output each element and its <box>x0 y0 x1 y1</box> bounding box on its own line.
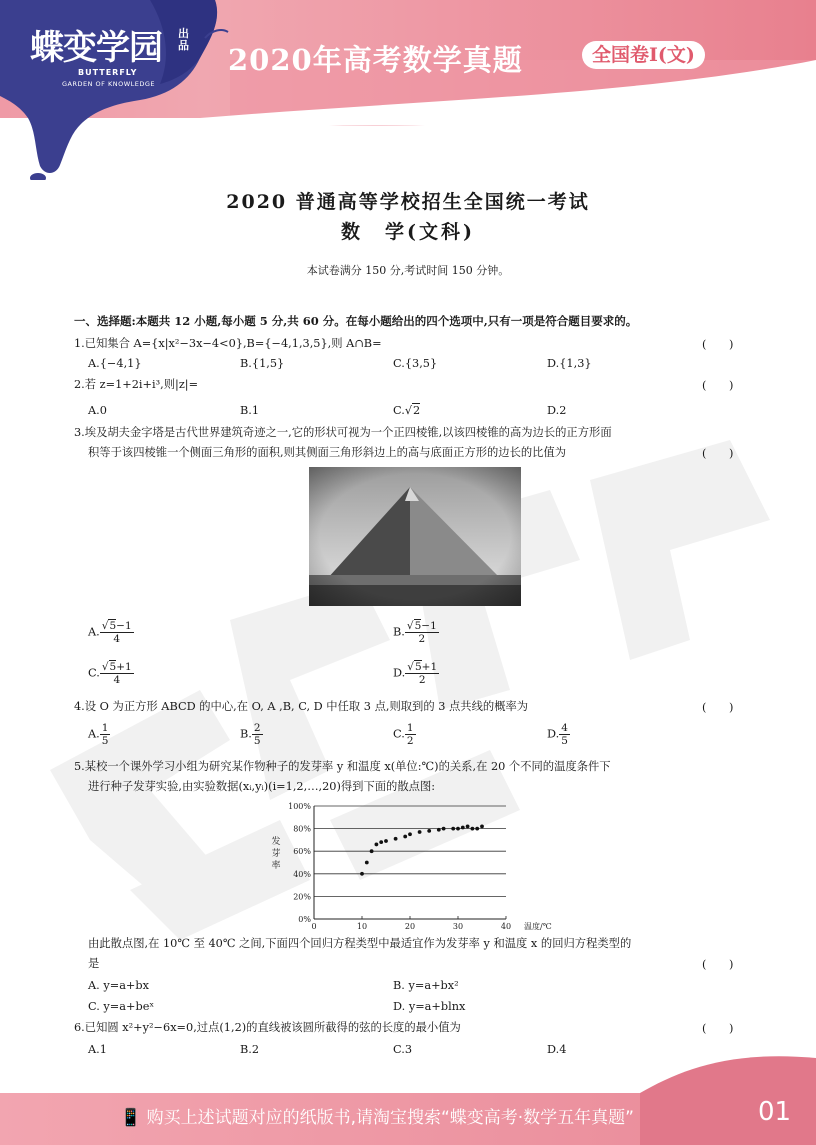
q5-stem-line1: 5.某校一个课外学习小组为研究某作物种子的发芽率 y 和温度 x(单位:℃)的关系,在 20 个不同的温度条件下 <box>74 760 611 773</box>
x-tick-label: 10 <box>356 922 368 931</box>
scatter-point <box>418 830 422 834</box>
exam-note: 本试卷满分 150 分,考试时间 150 分钟。 <box>306 264 510 277</box>
q5-option-b: B. y=a+bx² <box>393 979 459 992</box>
q5-after-line1: 由此散点图,在 10℃ 至 40℃ 之间,下面四个回归方程类型中最适宜作为发芽率 y 和温度 x 的回归方程类型的 <box>88 937 632 950</box>
q4-option-c: C. $\frac{1}{2}$ <box>393 722 414 747</box>
q1-option-b: B.{1,5} <box>240 357 285 370</box>
q6-option-d: D.4 <box>547 1043 567 1056</box>
q1-answer-paren: ( ) <box>702 338 734 351</box>
scatter-point <box>427 829 431 833</box>
q6-option-b: B.2 <box>240 1043 260 1056</box>
q1-option-d: D.{1,3} <box>547 357 592 370</box>
scatter-point <box>384 839 388 843</box>
q4-option-a: A. $\frac{1}{5}$ <box>88 722 109 747</box>
scatter-point <box>442 827 446 831</box>
scatter-point <box>360 872 364 876</box>
x-axis-label: 温度/℃ <box>524 922 552 931</box>
q5-stem-line2: 进行种子发芽实验,由实验数据(xᵢ,yᵢ)(i=1,2,…,20)得到下面的散点图: <box>88 780 436 793</box>
q1-option-a: A.{−4,1} <box>88 357 142 370</box>
scatter-point <box>408 832 412 836</box>
section-heading: 一、选择题:本题共 12 小题,每小题 5 分,共 60 分。在每小题给出的四个选项中,只有一项是符合题目要求的。 <box>74 314 638 328</box>
page-number: 01 <box>758 1097 792 1127</box>
header-title: 2020年高考数学真题 <box>228 43 523 77</box>
q2-option-c: C.√2 <box>393 404 421 417</box>
x-tick-label: 30 <box>452 922 464 931</box>
scatter-point <box>456 827 460 831</box>
q3-stem-line1: 3.埃及胡夫金字塔是古代世界建筑奇迹之一,它的形状可视为一个正四棱锥,以该四棱锥的高为边长的正方形面 <box>74 426 612 439</box>
q4-stem: 4.设 O 为正方形 ABCD 的中心,在 O, A ,B, C, D 中任取 3 点,则取到的 3 点共线的概率为 <box>74 700 529 713</box>
q5-option-d: D. y=a+blnx <box>393 1000 466 1013</box>
q5-option-c: C. y=a+beˣ <box>88 1000 155 1013</box>
q2-option-b: B.1 <box>240 404 260 417</box>
q6-option-c: C.3 <box>393 1043 413 1056</box>
y-tick-label: 40% <box>293 869 311 879</box>
x-tick-label: 0 <box>311 922 317 931</box>
scatter-chart <box>262 798 572 933</box>
pyramid-photo <box>309 467 521 606</box>
scatter-point <box>451 827 455 831</box>
scatter-point <box>475 827 479 831</box>
y-tick-label: 0% <box>298 915 311 924</box>
q6-option-a: A.1 <box>88 1043 107 1056</box>
y-axis-label-char: 率 <box>271 861 281 871</box>
scatter-point <box>403 835 407 839</box>
scatter-point <box>471 827 475 831</box>
exam-subject: 数 学(文科) <box>341 221 475 243</box>
q3-stem-line2: 积等于该四棱锥一个侧面三角形的面积,则其侧面三角形斜边上的高与底面正方形的边长的比值为 <box>88 446 567 459</box>
scatter-point <box>480 824 484 828</box>
q4-option-d: D. $\frac{4}{5}$ <box>547 722 568 747</box>
footer-promo-text: 📱 购买上述试题对应的纸版书,请淘宝搜索“蝶变高考·数学五年真题” <box>120 1108 634 1128</box>
y-tick-label: 100% <box>288 802 311 811</box>
scatter-point <box>370 849 374 853</box>
scatter-point <box>394 837 398 841</box>
q5-after-line2: 是 <box>88 957 100 970</box>
q4-option-b: B. $\frac{2}{5}$ <box>240 722 261 747</box>
x-tick-label: 20 <box>404 922 416 931</box>
logo-en-line1: BUTTERFLY <box>78 68 138 77</box>
q1-stem: 1.已知集合 A={x|x²−3x−4<0},B={−4,1,3,5},则 A∩B= <box>74 337 382 350</box>
y-tick-label: 20% <box>293 892 311 902</box>
scatter-point <box>437 828 441 832</box>
y-tick-label: 80% <box>293 824 311 834</box>
q4-answer-paren: ( ) <box>702 701 734 714</box>
q3-option-b: B. $\frac{√5-1}{2}$ <box>393 620 437 645</box>
exam-title: 2020 普通高等学校招生全国统一考试 <box>226 191 590 213</box>
q6-answer-paren: ( ) <box>702 1022 734 1035</box>
q2-option-d: D.2 <box>547 404 567 417</box>
y-axis-label-char: 发 <box>271 837 281 847</box>
y-axis-label-char: 芽 <box>271 849 281 859</box>
q5-answer-paren: ( ) <box>702 958 734 971</box>
scatter-point <box>466 824 470 828</box>
q2-answer-paren: ( ) <box>702 379 734 392</box>
x-tick-label: 40 <box>500 922 512 931</box>
y-tick-label: 60% <box>293 847 311 857</box>
q3-option-c: C. $\frac{√5+1}{4}$ <box>88 661 132 686</box>
q2-stem: 2.若 z=1+2i+i³,则|z|= <box>74 378 199 391</box>
q6-stem: 6.已知圆 x²+y²−6x=0,过点(1,2)的直线被该圆所截得的弦的长度的最小值为 <box>74 1021 461 1034</box>
q2-option-a: A.0 <box>88 404 107 417</box>
q3-answer-paren: ( ) <box>702 447 734 460</box>
q3-option-d: D. $\frac{√5+1}{2}$ <box>393 661 438 686</box>
logo-text: 蝶变学园 <box>30 28 162 68</box>
logo-chu: 出品 <box>178 27 189 52</box>
scatter-point <box>375 843 379 847</box>
header-badge: 全国卷Ⅰ(文) <box>582 41 705 69</box>
q5-option-a: A. y=a+bx <box>88 979 149 992</box>
scatter-point <box>365 861 369 865</box>
scatter-point <box>379 840 383 844</box>
q1-option-c: C.{3,5} <box>393 357 438 370</box>
q3-option-a: A. $\frac{√5-1}{4}$ <box>88 620 132 645</box>
logo-en-line2: GARDEN OF KNOWLEDGE <box>62 80 156 88</box>
scatter-point <box>461 826 465 830</box>
